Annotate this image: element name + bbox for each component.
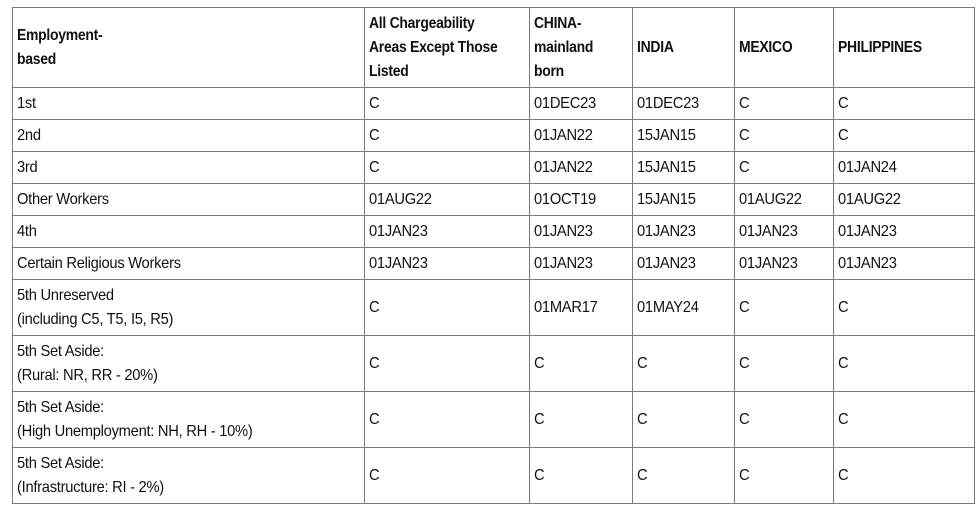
cell-mexico [735,88,834,120]
cell-text: 01JAN23 [838,222,897,240]
cell-philippines [834,216,975,248]
cell-mexico [735,184,834,216]
cell-china [530,184,633,216]
cell-text: 01JAN23 [838,254,897,272]
cell-china [530,152,633,184]
cell-text: C [739,466,750,484]
cell-philippines [834,88,975,120]
cell-text: 5th Set Aside: (Infrastructure: RI - 2%) [17,454,164,496]
cell-text: 15JAN15 [637,158,696,176]
cell-china [530,248,633,280]
column-header-china [530,8,633,88]
cell-text: 01DEC23 [534,94,596,112]
cell-text: 01JAN22 [534,158,593,176]
cell-text: 3rd [17,158,38,176]
cell-china [530,216,633,248]
cell-text: C [534,466,545,484]
cell-text: C [637,466,648,484]
cell-philippines [834,280,975,336]
cell-text: 01JAN23 [534,222,593,240]
cell-text: 01DEC23 [637,94,699,112]
column-header-philippines [834,8,975,88]
cell-text: 01AUG22 [369,190,432,208]
cell-text: 01JAN23 [369,222,428,240]
cell-all-chargeability [365,216,530,248]
header-label: All Chargeability Areas Except Those Listed [369,14,498,80]
header-row [13,8,975,88]
cell-mexico [735,448,834,504]
cell-mexico [735,392,834,448]
cell-text: 15JAN15 [637,126,696,144]
cell-text: 01JAN24 [838,158,897,176]
cell-philippines [834,448,975,504]
cell-india [633,88,735,120]
cell-text: 15JAN15 [637,190,696,208]
cell-text: C [838,298,849,316]
cell-mexico [735,120,834,152]
cell-text: 01JAN22 [534,126,593,144]
cell-text: 01JAN23 [739,254,798,272]
cell-india [633,280,735,336]
cell-text: 01JAN23 [637,222,696,240]
cell-text: C [369,94,380,112]
visa-bulletin-table [12,7,975,504]
cell-text: C [838,410,849,428]
cell-mexico [735,216,834,248]
cell-text: C [369,298,380,316]
table-row [13,184,975,216]
cell-philippines [834,248,975,280]
cell-employment-based [13,336,365,392]
cell-employment-based [13,248,365,280]
cell-mexico [735,152,834,184]
cell-text: C [739,158,750,176]
cell-text: C [369,126,380,144]
cell-china [530,336,633,392]
table-row [13,448,975,504]
cell-india [633,184,735,216]
table-row [13,280,975,336]
cell-text: 4th [17,222,37,240]
column-header-india [633,8,735,88]
cell-philippines [834,392,975,448]
cell-text: C [739,126,750,144]
cell-all-chargeability [365,152,530,184]
cell-india [633,248,735,280]
cell-employment-based [13,120,365,152]
cell-text: C [369,158,380,176]
cell-text: 01JAN23 [534,254,593,272]
cell-text: C [534,354,545,372]
cell-text: 5th Unreserved (including C5, T5, I5, R5) [17,286,174,328]
cell-text: C [739,354,750,372]
cell-employment-based [13,280,365,336]
cell-text: C [534,410,545,428]
cell-text: C [838,126,849,144]
cell-text: Certain Religious Workers [17,254,181,272]
table-row [13,216,975,248]
cell-text: 2nd [17,126,41,144]
cell-text: C [369,354,380,372]
cell-china [530,280,633,336]
table-row [13,152,975,184]
cell-china [530,448,633,504]
cell-india [633,448,735,504]
cell-mexico [735,336,834,392]
cell-text: C [369,466,380,484]
cell-employment-based [13,216,365,248]
cell-text: C [637,410,648,428]
table-row [13,120,975,152]
header-label: INDIA [637,38,674,56]
table-row [13,336,975,392]
cell-text: 01JAN23 [739,222,798,240]
cell-philippines [834,120,975,152]
cell-employment-based [13,184,365,216]
column-header-employment-based [13,8,365,88]
cell-text: C [838,466,849,484]
cell-all-chargeability [365,88,530,120]
cell-text: C [838,94,849,112]
cell-text: 01MAY24 [637,298,699,316]
cell-text: 01JAN23 [369,254,428,272]
cell-text: 01AUG22 [739,190,802,208]
cell-text: C [838,354,849,372]
cell-text: 1st [17,94,36,112]
table-row [13,392,975,448]
cell-philippines [834,336,975,392]
cell-text: C [369,410,380,428]
cell-china [530,120,633,152]
table-row [13,88,975,120]
cell-text: 5th Set Aside: (High Unemployment: NH, RH - 10%) [17,398,253,440]
cell-employment-based [13,152,365,184]
cell-text: 01MAR17 [534,298,598,316]
cell-text: C [739,410,750,428]
cell-india [633,392,735,448]
cell-philippines [834,152,975,184]
cell-all-chargeability [365,336,530,392]
cell-all-chargeability [365,448,530,504]
cell-employment-based [13,392,365,448]
cell-text: 01JAN23 [637,254,696,272]
cell-text: C [739,94,750,112]
cell-text: 5th Set Aside: (Rural: NR, RR - 20%) [17,342,158,384]
header-label: PHILIPPINES [838,38,922,56]
cell-all-chargeability [365,120,530,152]
cell-all-chargeability [365,248,530,280]
cell-text: Other Workers [17,190,109,208]
cell-employment-based [13,448,365,504]
cell-china [530,88,633,120]
cell-india [633,216,735,248]
cell-employment-based [13,88,365,120]
cell-mexico [735,280,834,336]
cell-all-chargeability [365,280,530,336]
column-header-all-chargeability [365,8,530,88]
column-header-mexico [735,8,834,88]
table-row [13,248,975,280]
cell-all-chargeability [365,392,530,448]
header-label: CHINA- mainland born [534,14,594,80]
cell-text: 01OCT19 [534,190,596,208]
cell-mexico [735,248,834,280]
cell-india [633,152,735,184]
cell-india [633,120,735,152]
cell-all-chargeability [365,184,530,216]
cell-india [633,336,735,392]
cell-text: C [739,298,750,316]
header-label: Employment- based [17,26,103,68]
cell-text: 01AUG22 [838,190,901,208]
cell-philippines [834,184,975,216]
cell-china [530,392,633,448]
cell-text: C [637,354,648,372]
header-label: MEXICO [739,38,793,56]
